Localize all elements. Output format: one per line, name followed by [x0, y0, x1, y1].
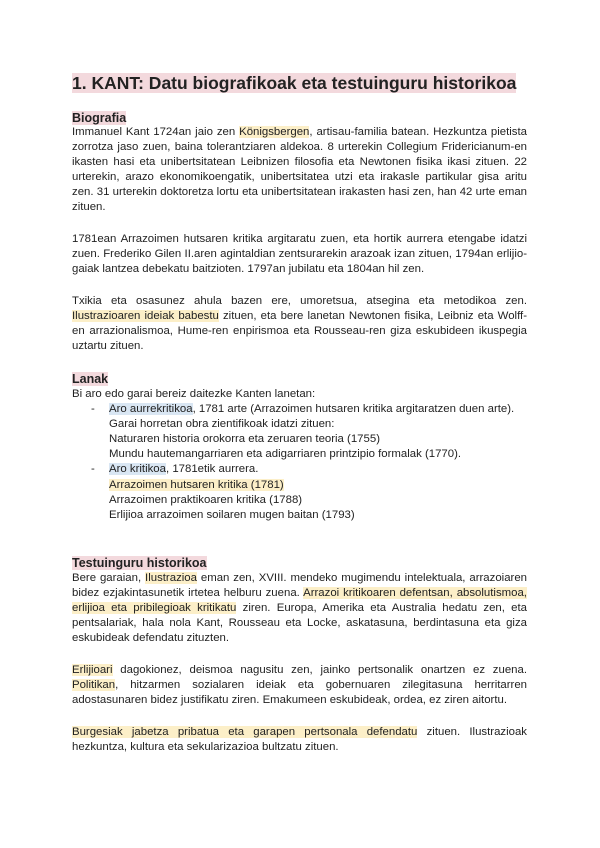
lanak-list — [72, 387, 532, 523]
lanak-intro: Bi aro edo garai bereiz daitezke Kanten lanetan: — [72, 388, 316, 400]
list-item-aro-aurrekritikoa — [72, 402, 532, 462]
testuinguru-paragraph-1 — [72, 571, 527, 646]
highlight-politikan: Politikan — [72, 679, 116, 692]
era-detail: , 1781etik aurrera. — [165, 463, 259, 476]
highlight-burgesiak: Burgesiak jabetza pribatua eta garapen pertsonala defendatu — [72, 726, 418, 738]
page-title — [72, 71, 516, 95]
text-run: Immanuel Kant 1724an jaio zen — [72, 126, 240, 138]
era-label: Aro kritikoa — [109, 463, 166, 476]
text-run: zituen, eta bere lanetan Newtonen fisika, Leibniz eta Wolff-en arrazionalismoa, Hume-ren enpirismoa eta Rousseau-ren giza eskubideen ikuspegia uztartu zituen. — [72, 310, 527, 353]
highlight-erlijioari: Erlijioari — [72, 664, 113, 676]
biografia-paragraph-2 — [72, 232, 527, 277]
era-detail: , 1781 arte (Arrazoimen hutsaren kritika argitaratzen duen arte). — [192, 403, 515, 416]
work-item-highlight: Arrazoimen hutsaren kritika (1781) — [109, 478, 284, 491]
era-note: Garai horretan obra zientifikoak idatzi zituen: — [109, 418, 335, 431]
testuinguru-heading-text: Testuinguru historikoa — [72, 556, 207, 570]
biografia-heading — [72, 110, 126, 126]
bullet-dash: - — [91, 463, 95, 476]
text-run: zituen. Ilustrazioak hezkuntza, kultura eta sekularizazioa bultzatu zituen. — [72, 726, 528, 754]
highlight-ilustrazio-ideiak: Ilustrazioaren ideiak babestu — [72, 310, 219, 323]
highlight-konigsberg: Königsbergen — [239, 126, 310, 138]
work-item: Mundu hautemangarriaren eta adigarriaren printzipio formalak (1770). — [109, 448, 462, 461]
highlight-ilustrazioa: Ilustrazioa — [145, 572, 197, 584]
text-run: 1781ean Arrazoimen hutsaren kritika argitaratu zuen, eta hortik aurrera etengabe idatzi zuen. Frederiko Gilen II.aren agintaldian zentsurarekin arazoak izan zituen, 1794an erlijio-gaiak lantzea debekatu baitzioten. 1797an jubilatu eta 1804an hil zen. — [72, 233, 527, 276]
text-run: ziren. Europa, Amerika eta Australia hedatu zen, eta pentsalariak, hala nola Kant, Rousseau eta Locke, askatasuna, berdintasuna eta giza eskubideak defendatu zituzten. — [72, 602, 527, 645]
text-run: , hitzarmen sozialaren ideiak eta gobernuaren zilegitasuna herritarren adostasunaren bidez justifikatu ziren. Emakumeen eskubideak, ordea, ez ziren aitortu. — [72, 679, 527, 707]
biografia-heading-text: Biografia — [72, 111, 127, 125]
work-item: Naturaren historia orokorra eta zeruaren teoria (1755) — [109, 433, 380, 446]
lanak-heading-text: Lanak — [72, 372, 109, 386]
text-run: eman zen, XVIII. mendeko mugimendu intelektuala, arrazoiaren bidez ezjakintasunetik irtetea helburu zuena. — [72, 572, 527, 600]
bullet-dash: - — [91, 403, 95, 416]
testuinguru-heading — [72, 555, 207, 571]
text-run: , artisau-familia batean. Hezkuntza pietista zorrotza jaso zuen, baina tolerantziaren aldekoa. 8 urterekin Collegium Fridericianum-en ikasten hasi eta unibertsitatean Leibnizen filosofia eta Newtonen fisika ikasi zituen. 22 urterekin, arazo ekonomikoengatik, unibertsitatea utzi eta irakasle partikular gisa aritu zen. 31 urterekin doktoretza lortu eta unibertsitatean irakasten hasi zen, han 42 urte eman zituen. — [72, 126, 527, 214]
work-item: Arrazoimen praktikoaren kritika (1788) — [109, 493, 303, 506]
highlight-arrazoi-kritikoa: Arrazoi kritikoaren defentsan, absolutismoa, erlijioa eta pribilegioak kritikatu — [72, 587, 527, 615]
text-run: Bere garaian, — [72, 572, 146, 584]
biografia-paragraph-1 — [72, 125, 527, 216]
text-run: dagokionez, deismoa nagusitu zen, jainko pertsonalik onartzen ez zuena. — [112, 664, 527, 676]
testuinguru-paragraph-2 — [72, 663, 527, 708]
title-highlight: 1. KANT: Datu biografikoak eta testuinguru historikoa — [72, 73, 517, 93]
list-item-aro-kritikoa — [72, 462, 532, 522]
work-item: Erlijioa arrazoimen soilaren mugen baitan (1793) — [109, 508, 355, 521]
biografia-paragraph-3 — [72, 294, 527, 354]
era-label: Aro aurrekritikoa — [109, 403, 193, 416]
text-run: Txikia eta osasunez ahula bazen ere, umoretsua, atsegina eta metodikoa zen. — [72, 295, 527, 307]
lanak-heading — [72, 371, 108, 387]
testuinguru-paragraph-3 — [72, 725, 527, 755]
